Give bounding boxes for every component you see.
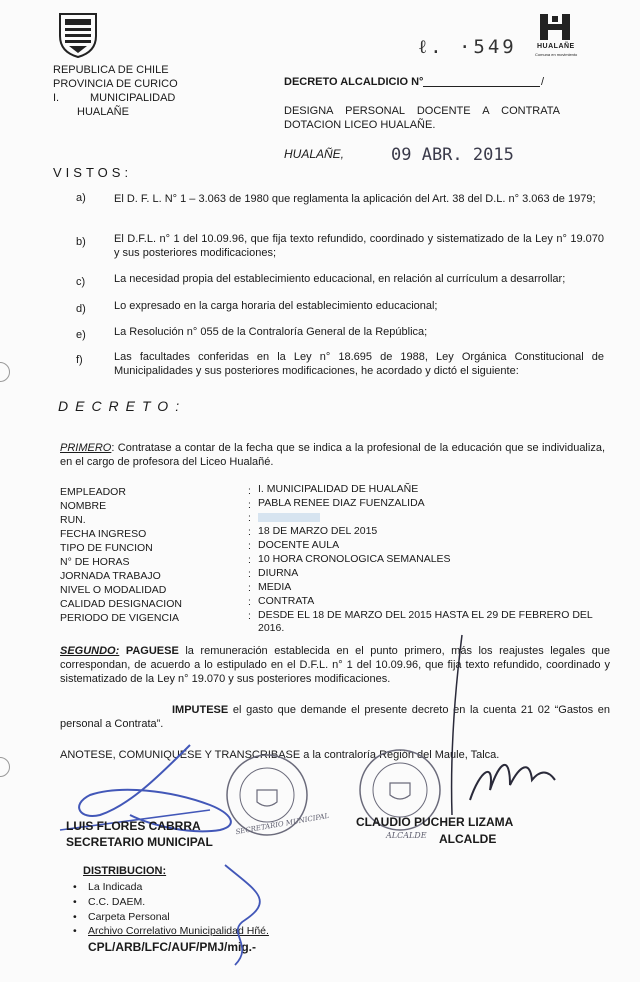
anotese-line: ANOTESE, COMUNIQUESE Y TRANSCRIBASE a la contraloría Región del Maule, Talca. [60,749,500,761]
primero-label: PRIMERO [60,442,112,454]
row-level-value: MEDIA [258,581,292,593]
municipality-prefix: I. [53,92,60,104]
vistos-heading: VISTOS: [53,165,133,180]
logo-wordmark: HUALAÑE [537,43,575,50]
municipality-label: MUNICIPALIDAD [90,92,176,104]
secretary-name: LUIS FLORES CABRRA [66,819,201,833]
segundo-label: SEGUNDO: [60,645,120,657]
municipal-crest-logo [57,10,99,58]
row-function-label: TIPO DE FUNCION [60,542,153,554]
row-run-label: RUN. [60,514,86,526]
province-label: PROVINCIA DE CURICO [53,78,178,90]
row-level-colon: : [248,582,251,594]
visto-b-text: El D.F.L. n° 1 del 10.09.96, que fija texto refundido, coordinado y sistematizado de la Ley n° 19.070 y sus posteriores modificaciones; [114,233,604,259]
row-validity-label: PERIODO DE VIGENCIA [60,612,180,624]
hole-punch-bottom [0,757,10,777]
row-designation-value: CONTRATA [258,595,315,607]
row-designation-colon: : [248,596,251,608]
segundo-bold: PAGUESE [125,645,179,657]
mayor-signature [440,630,570,820]
visto-e-text: La Resolución n° 055 de la Contraloría General de la República; [114,326,428,338]
row-schedule-value: DIURNA [258,567,299,579]
visto-c-text: La necesidad propia del establecimiento educacional, en relación al currículum a desarrollar; [114,273,566,285]
secretary-stamp-text: SECRETARIO MUNICIPAL [235,811,330,837]
row-schedule-label: JORNADA TRABAJO [60,570,161,582]
visto-d-text: Lo expresado en la carga horaria del establecimiento educacional; [114,300,438,312]
row-employer-colon: : [248,485,251,497]
decree-title-end: / [541,76,545,88]
mayor-title: ALCALDE [439,832,497,846]
row-run-colon: : [248,512,251,524]
imputese-text: el gasto que demande el presente decreto en la cuenta 21 02 “Gastos en personal a Contrata”. [60,704,610,730]
row-schedule-colon: : [248,568,251,580]
row-name-colon: : [248,499,251,511]
row-name-value: PABLA RENEE DIAZ FUENZALIDA [258,497,425,509]
visto-c-letter: c) [76,276,86,288]
hualane-h-logo [538,12,572,42]
mayor-stamp-text: ALCALDE [386,831,427,840]
row-employer-label: EMPLEADOR [60,486,126,498]
row-name-label: NOMBRE [60,500,107,512]
mayor-name: CLAUDIO PUCHER LIZAMA [356,815,514,829]
distribution-heading: DISTRIBUCION: [83,865,167,877]
row-start-date-value: 18 DE MARZO DEL 2015 [258,525,378,537]
secretary-title: SECRETARIO MUNICIPAL [66,835,213,849]
row-start-date-colon: : [248,526,251,538]
imputese-bold: IMPUTESE [172,704,229,716]
visto-a-text: El D. F. L. N° 1 – 3.063 de 1980 que reglamenta la aplicación del Art. 38 del D.L. n° 3.063 de 1979; [114,193,596,205]
decreto-heading: DECRETO: [58,398,187,414]
row-function-colon: : [248,540,251,552]
visto-f-letter: f) [76,354,83,366]
distribution-initials: CPL/ARB/LFC/AUF/PMJ/mig.- [88,940,256,954]
row-employer-value: I. MUNICIPALIDAD DE HUALAÑE [258,483,419,495]
municipality-city: HUALAÑE [77,106,129,118]
row-validity-value: DESDE EL 18 DE MARZO DEL 2015 HASTA EL 29 DE FEBRERO DEL 2016. [258,609,593,634]
date-stamp: 09 ABR. 2015 [391,145,514,165]
row-start-date-label: FECHA INGRESO [60,528,147,540]
visto-f-text: Las facultades conferidas en la Ley n° 18.695 de 1988, Ley Orgánica Constitucional de Municipalidades y sus posteriores modificaciones, he acordado y dictó el siguiente: [114,351,604,377]
primero-paragraph [60,441,605,469]
row-level-label: NIVEL O MODALIDAD [60,584,167,596]
logo-tagline: Comuna en movimiento [535,52,578,57]
decree-number-prefix-mark: ℓ. · [418,36,474,58]
primero-text: : Contratase a contar de la fecha que se indica a la profesional de la educación que se individualiza, en el cargo de profesora del Liceo Hualañé. [60,442,605,468]
run-redacted-block [258,513,320,522]
row-hours-colon: : [248,554,251,566]
visto-d-letter: d) [76,303,86,315]
republic-label: REPUBLICA DE CHILE [53,64,169,76]
decree-number-handwritten: ℓ. ·549 [418,36,517,58]
row-hours-value: 10 HORA CRONOLOGICA SEMANALES [258,553,451,565]
decree-title: DECRETO ALCALDICIO N° [284,76,424,88]
decree-subject: DESIGNA PERSONAL DOCENTE A CONTRATA DOTACION LICEO HUALAÑE. [284,105,560,131]
distribution-scribble [215,860,285,970]
distribution-item: • La Indicada [88,881,142,893]
distribution-item: • C.C. DAEM. [88,896,145,908]
row-function-value: DOCENTE AULA [258,539,340,551]
visto-a-letter: a) [76,192,86,204]
visto-e-letter: e) [76,329,86,341]
row-validity-colon: : [248,610,251,622]
segundo-text: la remuneración establecida en el punto primero, más los reajustes legales que correspondan, de acuerdo a lo estipulado en el D.F.L. n° 1 del 10.09.96, que fija texto refundido, coordinado y sistematizado de la Ley n° 19.070 y sus posteriores modificaciones. [60,645,610,685]
row-hours-label: N° DE HORAS [60,556,130,568]
hole-punch-top [0,362,10,382]
row-designation-label: CALIDAD DESIGNACION [60,598,182,610]
visto-b-letter: b) [76,236,86,248]
decree-number-line [423,86,540,87]
distribution-item: • Carpeta Personal [88,911,170,923]
distribution-item: • Archivo Correlativo Municipalidad Hñé. [88,925,269,937]
decree-place: HUALAÑE, [284,147,345,161]
